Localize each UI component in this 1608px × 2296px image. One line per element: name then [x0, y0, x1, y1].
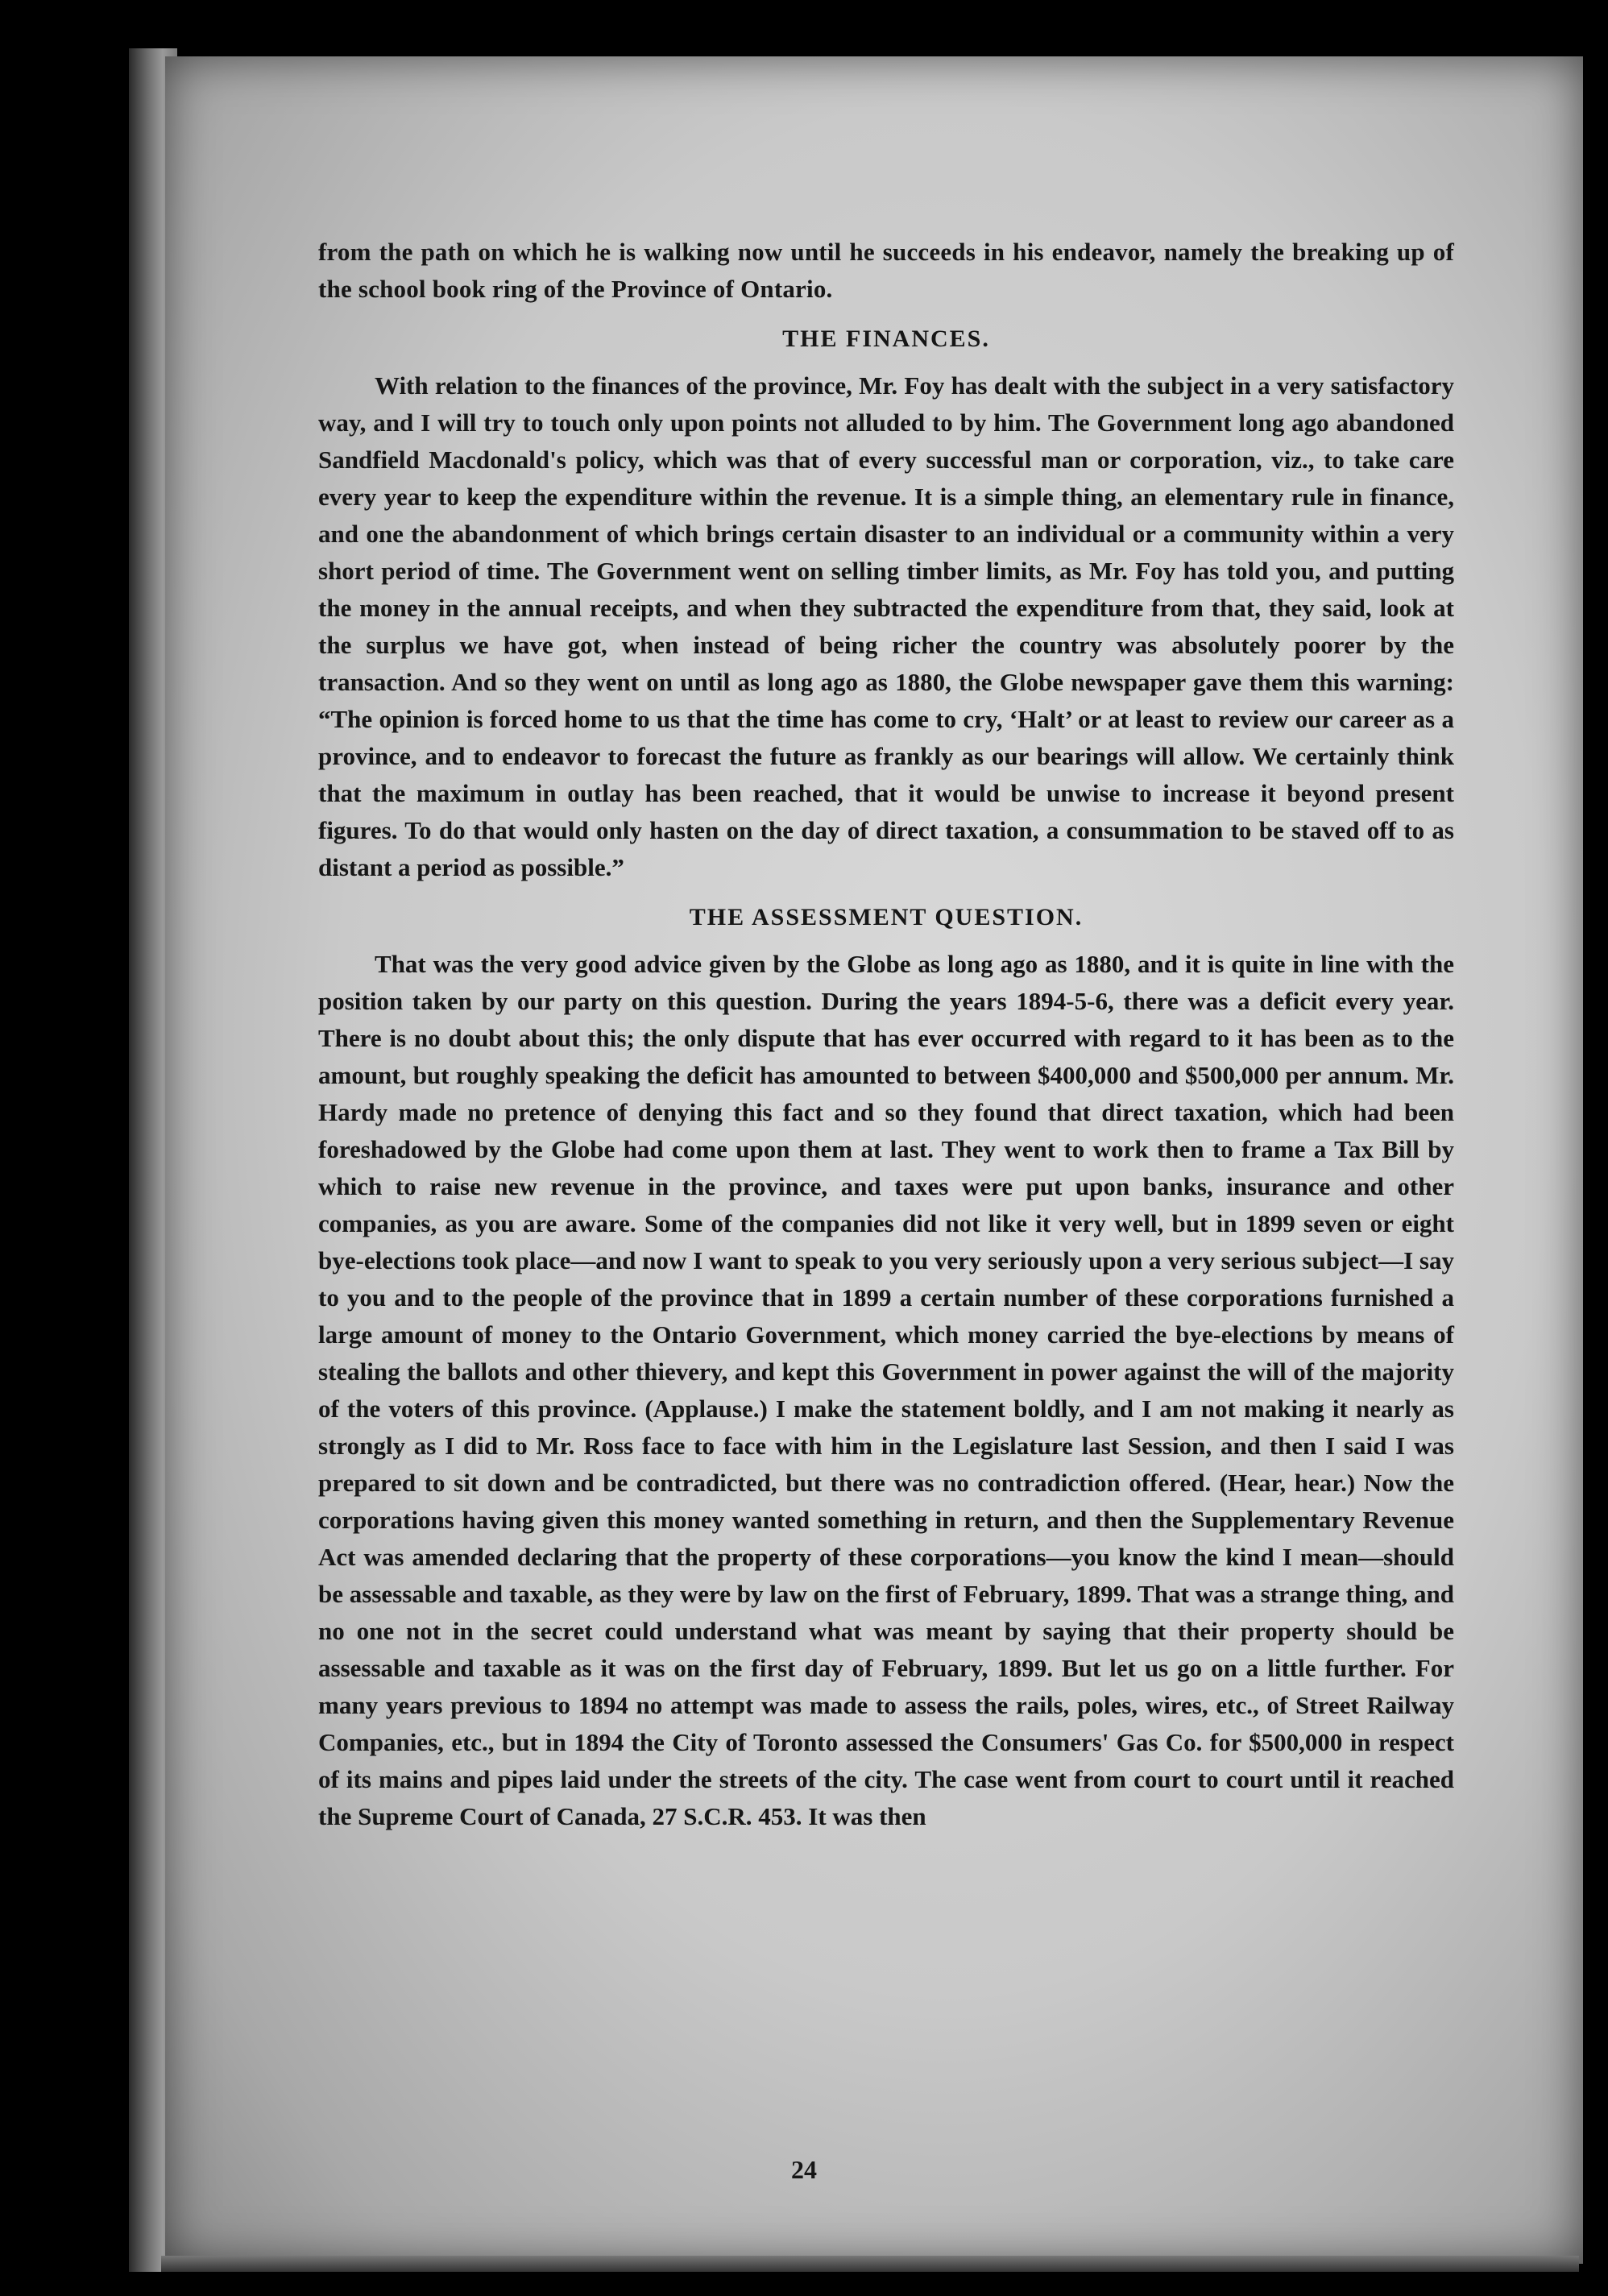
page-number: 24: [791, 2155, 817, 2184]
text-block: [318, 234, 1454, 1835]
lead-paragraph: from the path on which he is walking now until he succeeds in his endeavor, namely the breaking up of the school book ring of the Province of Ontario.: [318, 238, 1454, 303]
assessment-section: [318, 904, 1454, 1835]
assessment-heading: THE ASSESSMENT QUESTION.: [689, 904, 1084, 930]
assessment-paragraph: That was the very good advice given by the Globe as long ago as 1880, and it is quite in line with the position taken by our party on this question. During the years 1894-5-6, there was a deficit every year. There is no doubt about this; the only dispute that has ever occurred with regard to it has been as to the amount, but roughly speaking the deficit has amounted to between $400,000 and $500,000 per annum. Mr. Hardy made no pretence of denying this fact and so they found that direct taxation, which had been foreshadowed by the Globe had come upon them at last. They went to work then to frame a Tax Bill by which to raise new revenue in the province, and taxes were put upon banks, insurance and other companies, as you are aware. Some of the companies did not like it very well, but in 1899 seven or eight bye-elections took place—and now I want to speak to you very seriously upon a very serious subject—I say to you and to the people of the province that in 1899 a certain number of these corporations furnished a large amount of money to the Ontario Government, which money carried the bye-elections by means of stealing the ballots and other thievery, and kept this Government in power against the will of the majority of the voters of this province. (Applause.) I make the statement boldly, and I am not making it nearly as strongly as I did to Mr. Ross face to face with him in the Legislature last Session, and then I said I was prepared to sit down and be contradicted, but there was no contradiction offered. (Hear, hear.) Now the corporations having given this money wanted something in return, and then the Supplementary Revenue Act was amended declaring that the property of these corporations—you know the kind I mean—should be assessable and taxable, as they were by law on the first of February, 1899. That was a strange thing, and no one not in the secret could understand what was meant by saying that their property should be assessable and taxable as it was on the first day of February, 1899. But let us go on a little further. For many years previous to 1894 no attempt was made to assess the rails, poles, wires, etc., of Street Railway Companies, etc., but in 1894 the City of Toronto assessed the Consumers' Gas Co. for $500,000 in respect of its mains and pipes laid under the streets of the city. The case went from court to court until it reached the Supreme Court of Canada, 27 S.C.R. 453. It was then: [318, 950, 1454, 1830]
finances-heading: THE FINANCES.: [782, 325, 990, 352]
lead-section: [318, 234, 1454, 308]
finances-paragraph: With relation to the finances of the province, Mr. Foy has dealt with the subject in a very satisfactory way, and I will try to touch only upon points not alluded to by him. The Government long ago abandoned Sandfield Macdonald's policy, which was that of every successful man or corporation, viz., to take care every year to keep the expenditure within the revenue. It is a simple thing, an elementary rule in finance, and one the abandonment of which brings certain disaster to an individual or a community within a very short period of time. The Government went on selling timber limits, as Mr. Foy has told you, and putting the money in the annual receipts, and when they subtracted the expenditure from that, they said, look at the surplus we have got, when instead of being richer the country was absolutely poorer by the transaction. And so they went on until as long ago as 1880, the Globe newspaper gave them this warning: “The opinion is forced home to us that the time has come to cry, ‘Halt’ or at least to review our career as a province, and to endeavor to forecast the future as frankly as our bearings will allow. We certainly think that the maximum in outlay has been reached, that it would be unwise to increase it beyond present figures. To do that would only hasten on the day of direct taxation, a consummation to be staved off to as distant a period as possible.”: [318, 371, 1454, 881]
finances-section: [318, 325, 1454, 886]
page-edge-bottom: [161, 2256, 1579, 2272]
